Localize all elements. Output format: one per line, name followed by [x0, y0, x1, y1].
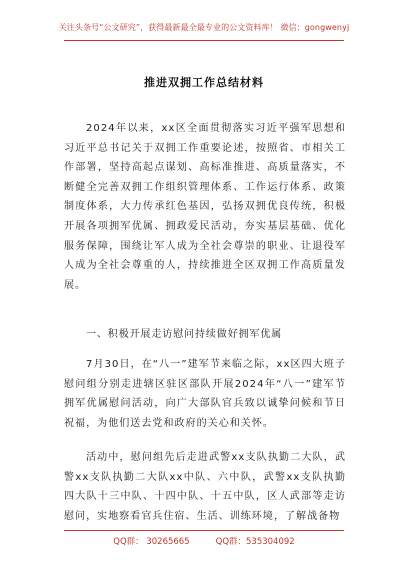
- paragraph-intro: 2024年以来，xx区全面贯彻落实习近平强军思想和习近平总书记关于双拥工作重要论述，按照省、市相关工作部署，坚持高起点谋划、高标准推进、高质量落实，不断健全完善双拥工作组织管理体系、工作运行体系、政策制度体系，大力传承红色基因，弘扬双拥优良传统，积极开展各项拥军优属、拥政爱民活动，夯实基层基础、优化服务保障，围绕让军人成为全社会尊崇的职业、让退役军人成为全社会尊重的人，持续推进全区双拥工作高质量发展。: [64, 123, 346, 291]
- document-title: 推进双拥工作总结材料: [144, 76, 264, 89]
- footer-contact: [0, 535, 408, 547]
- header-divider: [64, 40, 344, 41]
- paragraph-visit: 7月30日，在“八一”建军节来临之际，xx区四大班子慰问组分别走进辖区驻区部队开展2024年“八一”建军节拥军优属慰问活动，向广大部队官兵致以诚挚问候和节日祝福，为他们送去党和政府的关心和关怀。: [64, 359, 346, 429]
- header-banner: 关注头条号“公文研究”，获得最新最全最专业的公文资料库！ 微信：gongwenyj: [58, 23, 350, 32]
- section-heading-1: 一、积极开展走访慰问持续做好拥军优属: [86, 329, 283, 340]
- paragraph-activity: 活动中，慰问组先后走进武警xx支队执勤二大队，武警xx支队执勤二大队xx中队、六中队，武警xx支队执勤四大队十三中队、十四中队、十五中队，区人武部等走访慰问，实地察看官兵住宿、生活、训练环境，了解战备物: [64, 452, 346, 522]
- footer-divider: [64, 530, 344, 531]
- footer-qq-group-1: QQ群： 30265665: [113, 537, 190, 547]
- footer-qq-group-2: QQ群：535304092: [215, 537, 295, 547]
